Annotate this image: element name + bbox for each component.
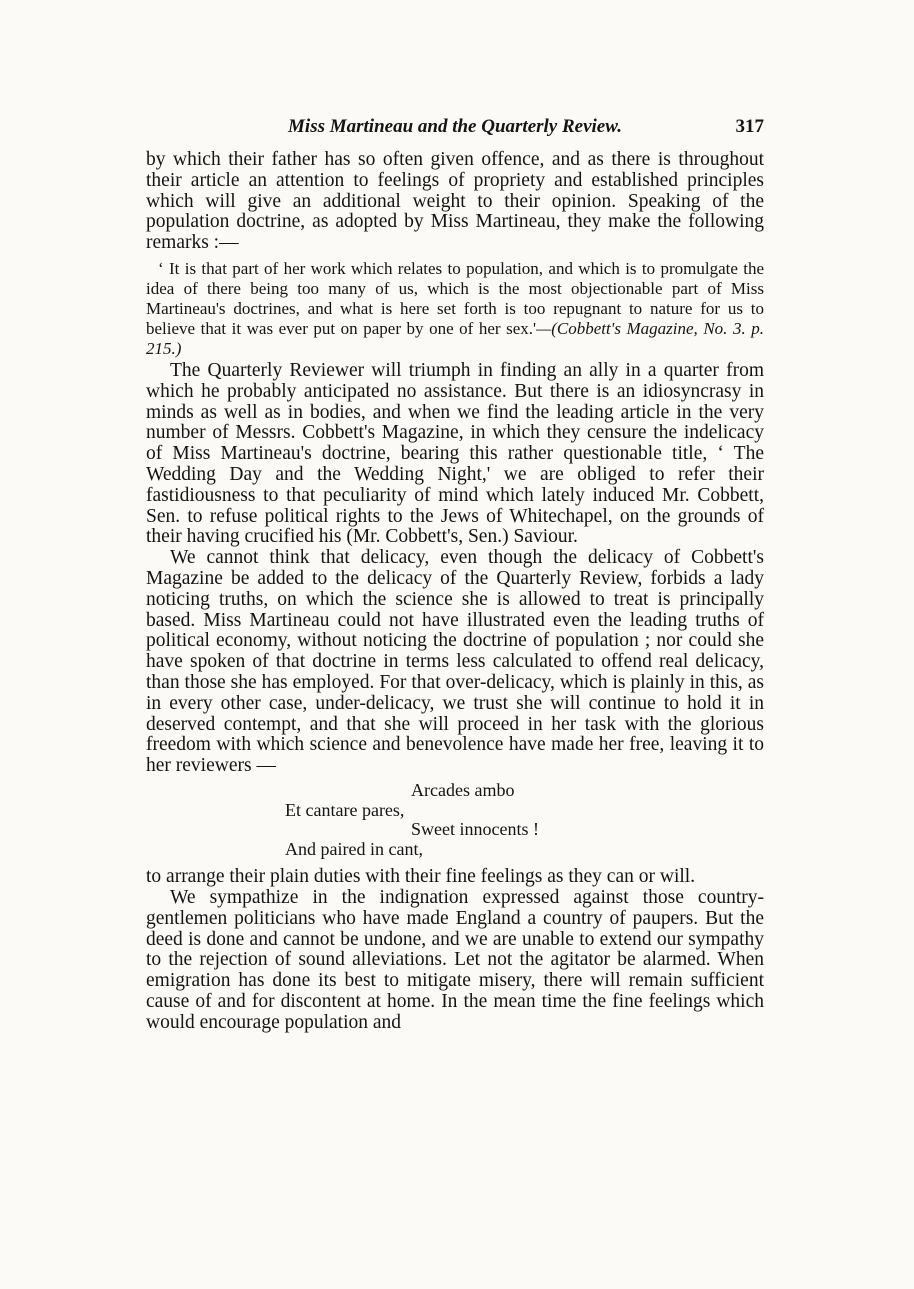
paragraph-5: We sympathize in the indignation expressed against those country-gentlemen politicians who have made England a country of paupers. But the deed is done and cannot be undone, and we are unable to extend our sympathy to the rejection of sound alleviations. Let not the agitator be alarmed. When emigration has done its best to mitigate misery, there will remain sufficient cause of and for discontent at home. In the mean time the fine feelings which would encourage population and xyxy=(146,887,764,1033)
quote-text: ‘ It is that part of her work which relates to population, and which is to promulgate the idea of there being too many of us, which is the most objectionable part of Miss Martineau's doctrines, and what is here set forth is too repugnant to nature for us to believe that it was ever put on paper by one of her sex.' xyxy=(146,258,764,338)
paragraph-1: by which their father has so often given offence, and as there is throughout their article an attention to feelings of propriety and established principles which will give an additional weight to their opinion. Speaking of the population doctrine, as adopted by Miss Martineau, they make the following remarks :— xyxy=(146,149,764,254)
verse-line-3: Sweet innocents ! xyxy=(411,819,539,840)
verse-line-4: And paired in cant, xyxy=(285,838,423,859)
paragraph-2: The Quarterly Reviewer will triumph in finding an ally in a quarter from which he probably anticipated no assistance. But there is an idiosyncrasy in minds as well as in bodies, and when we find the leading article in the very number of Messrs. Cobbett's Magazine, in which they censure the indelicacy of Miss Martineau's doctrine, bearing this rather questionable title, ‘ The Wedding Day and the Wedding Night,' we are obliged to refer their fastidiousness to that peculiarity of mind which lately induced Mr. Cobbett, Sen. to refuse political rights to the Jews of Whitechapel, on the grounds of their having crucified his (Mr. Cobbett's, Sen.) Saviour. xyxy=(146,359,764,548)
paragraph-4: to arrange their plain duties with their fine feelings as they can or will. xyxy=(146,866,696,888)
running-title: Miss Martineau and the Quarterly Review. xyxy=(288,116,622,137)
paragraph-3: We cannot think that delicacy, even though the delicacy of Cobbett's Magazine be added to the delicacy of the Quarterly Review, forbids a lady noticing truths, on which the science she is allowed to treat is principally based. Miss Martineau could not have illustrated even the leading truths of political economy, without noticing the doctrine of population ; nor could she have spoken of that doctrine in terms less calculated to offend real delicacy, than those she has employed. For that over-delicacy, which is plainly in this, as in every other case, under-delicacy, we trust she will continue to hold it in deserved contempt, and that she will proceed in her task with the glorious freedom with which science and benevolence have made her free, leaving it to her reviewers — xyxy=(146,547,764,777)
verse-line-2: Et cantare pares, xyxy=(285,799,405,820)
verse-line-1: Arcades ambo xyxy=(411,779,515,800)
verse-quotation xyxy=(146,781,764,859)
page-number: 317 xyxy=(735,116,764,137)
page-header xyxy=(146,116,764,144)
page-body xyxy=(146,150,764,1034)
block-quote xyxy=(146,259,764,359)
quote-citation: —(Cobbett's Magazine, No. 3. p. 215.) xyxy=(146,318,764,358)
